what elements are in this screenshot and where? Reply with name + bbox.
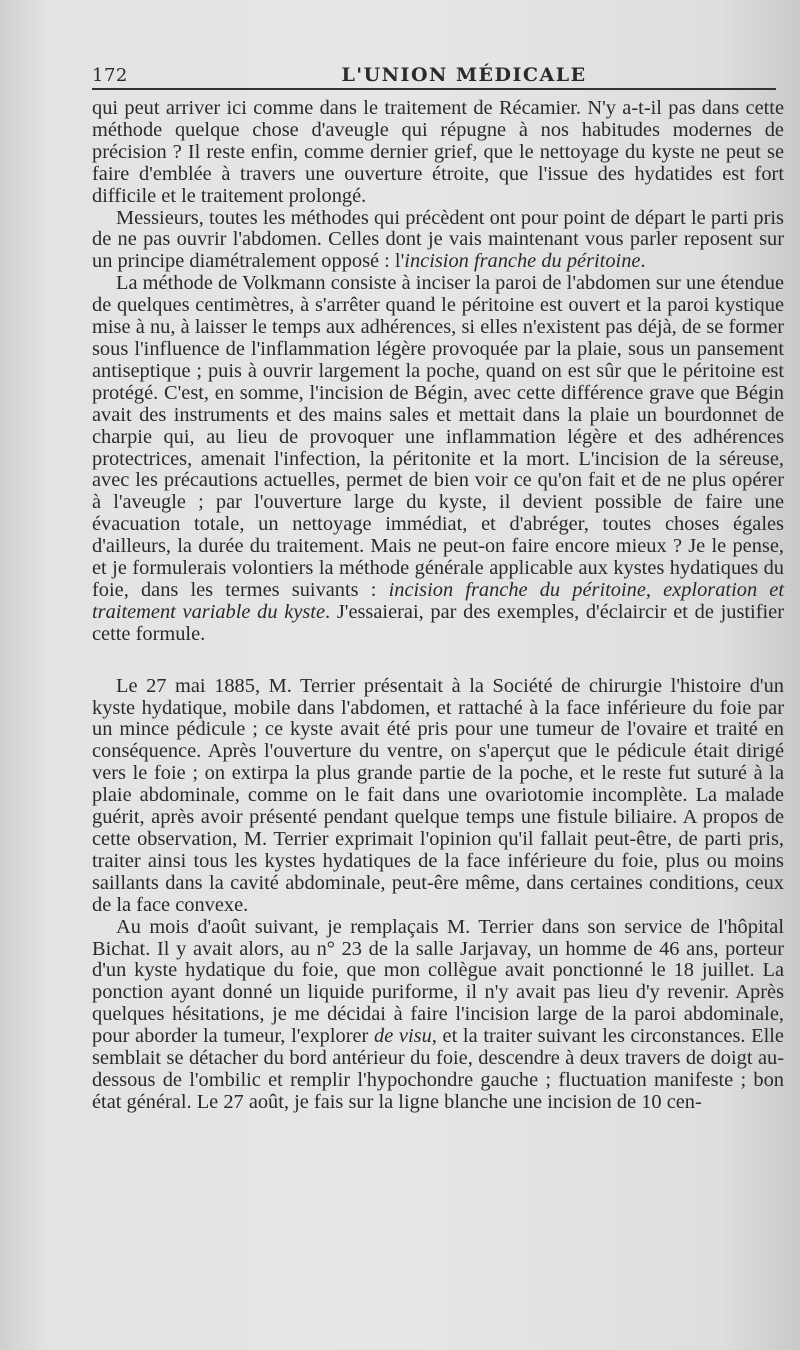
text-run: qui peut arriver ici comme dans le traitement de Récamier. N'y a-t-il pas dans cette méthode quelque chose d'aveugle qui répugne à nos habitudes modernes de précision ? Il reste enfin, comme dernier grief, que le nettoyage du kyste ne peut se faire d'emblée à travers une ouverture étroite, que l'issue des hydatides est fort difficile et le traitement prolongé. xyxy=(92,97,784,207)
running-header xyxy=(92,50,776,86)
text-run: Le 27 mai 1885, M. Terrier présentait à la Société de chirurgie l'histoire d'un kyste hydatique, mobile dans l'abdomen, et rattaché à la face inférieure du foie par un mince pédicule ; ce kyste avait été pris pour une tumeur de l'ovaire et traité en conséquence. Après l'ouverture du ventre, on s'aperçut que le pédicule était dirigé vers le foie ; on extirpa la plus grande partie de la poche, et le reste fut suturé à la plaie abdominale, comme on le fait dans une ovariotomie incomplète. La malade guérit, après avoir présenté pendant quelque temps une fistule biliaire. A propos de cette observation, M. Terrier exprimait l'opinion qu'il fallait peut-être, de parti pris, traiter ainsi tous les kystes hydatiques de la face inférieure du foie, plus ou moins saillants dans la cavité abdominale, peut-êre même, dans certaines conditions, ceux de la face convexe. xyxy=(92,674,784,916)
paragraph xyxy=(92,676,784,917)
paragraph xyxy=(92,98,784,208)
text-run: Messieurs, toutes les méthodes qui précèdent ont pour point de départ le parti pris de ne pas ouvrir l'abdomen. Celles dont je vais maintenant vous parler reposent sur un principe diamétralement opposé : l' xyxy=(92,206,784,273)
text-run: . xyxy=(640,250,646,273)
text-run: . J'essaierai, par des exemples, d'éclaircir et de justifier cette formule. xyxy=(92,600,785,645)
text-run: Au mois d'août suivant, je remplaçais M. Terrier dans son service de l'hôpital Bichat. Il y avait alors, au n° 23 de la salle Jarjavay, un homme de 46 ans, porteur d'un kyste hydatique du foie, que mon collègue avait ponctionné le 18 juillet. La ponction ayant donné un liquide puriforme, il n'y avait pas lieu d'y revenir. Après quelques hésitations, je me décidai à faire l'incision large de la paroi abdominale, pour aborder la tumeur, l'explorer xyxy=(92,915,784,1048)
text-run: , et la traiter suivant les circonstances. Elle semblait se détacher du bord antérieur du foie, descendre à deux travers de doigt au-dessous de l'ombilic et remplir l'hypochondre gauche ; fluctuation manifeste ; bon état général. Le 27 août, je fais sur la ligne blanche une incision de 10 cen- xyxy=(92,1025,784,1113)
text-run: La méthode de Volkmann consiste à inciser la paroi de l'abdomen sur une étendue de quelques centimètres, à s'arrêter quand le péritoine est ouvert et la paroi kystique mise à nu, à laisser le temps aux adhérences, si elles n'existent pas déjà, de se former sous l'influence de l'inflammation légère provoquée par la plaie, sous un pansement antiseptique ; puis à ouvrir largement la poche, quand on est sûr que le péritoine est protégé. C'est, en somme, l'incision de Bégin, avec cette différence grave que Bégin avait des instruments et des mains sales et mettait dans la plaie un bourdonnet de charpie qui, au lieu de provoquer une inflammation légère et des adhérences protectrices, amenait l'infection, la péritonite et la mort. L'incision de la séreuse, avec les précautions actuelles, permet de bien voir ce qu'on fait et de ne plus opérer à l'aveugle ; par l'ouverture large du kyste, il devient possible de faire une évacuation totale, un nettoyage immédiat, et d'abréger, toutes choses égales d'ailleurs, la durée du traitement. Mais ne peut-on faire encore mieux ? Je le pense, et je formulerais volontiers la méthode générale applicable aux kystes hydatiques du foie, dans les termes suivants : xyxy=(92,272,784,601)
italic-phrase: incision franche du péritoine, exploration et traitement variable du kyste xyxy=(92,578,784,623)
paragraph xyxy=(92,273,784,645)
journal-title: L'UNION MÉDICALE xyxy=(341,64,587,86)
paragraph xyxy=(92,917,784,1114)
article-body xyxy=(92,98,784,1114)
italic-phrase: de visu xyxy=(374,1025,432,1048)
header-rule xyxy=(92,88,776,90)
page-number: 172 xyxy=(92,65,128,86)
paragraph xyxy=(92,208,784,274)
italic-phrase: incision franche du péritoine xyxy=(404,250,641,273)
section-break xyxy=(92,646,784,676)
